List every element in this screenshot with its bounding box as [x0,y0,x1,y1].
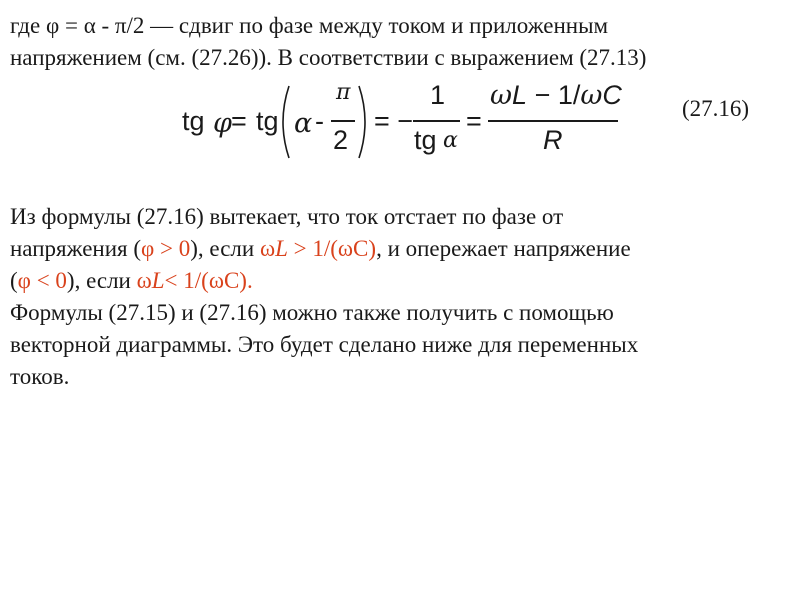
formula-pi: π [336,80,351,105]
conclusion-line-6: токов. [10,364,70,389]
equation-number: (27.16) [682,96,750,121]
text-fragment: ( [10,268,18,293]
text-fragment: напряжения ( [10,236,142,261]
symbol-L: L [151,268,165,293]
formula-equals-2: = [466,106,482,136]
fraction-bar-one [413,120,460,122]
symbol-R: R [543,125,563,155]
conclusion-paragraph [10,201,790,393]
symbol-C: C [602,80,622,110]
highlight-phi-negative: φ < 0 [17,268,67,293]
intro-line-2: напряжением (см. (27.26)). В соответствии с выражением (27.13) [10,45,647,70]
formula-phi: φ [213,108,232,139]
formula-tg-3: tg [414,125,437,155]
left-paren [276,84,292,160]
formula-numerator [490,82,622,109]
formula-two: 2 [333,125,349,155]
conclusion-line-1: Из формулы (27.16) вытекает, что ток отстает по фазе от [10,204,564,229]
intro-paragraph [10,10,790,74]
intro-line-1: где φ = α - π/2 — сдвиг по фазе между током и приложенным [10,13,609,38]
formula-equals-1: = [231,106,247,136]
formula-tg-1: tg [182,106,205,136]
text-fragment: , и опережает напряжение [376,236,631,261]
omega-symbol: ω [490,80,513,111]
conclusion-line-4: Формулы (27.15) и (27.16) можно также получить с помощью [10,300,614,325]
formula-one: 1 [430,80,446,110]
formula-alpha-2: α [443,128,458,153]
text-fragment: ), если [66,268,137,293]
symbol-L: L [275,236,288,261]
right-paren [356,84,372,160]
text-fragment: > 1/(ωC) [287,236,377,261]
highlight-condition-2 [137,268,253,293]
omega-symbol: ω [136,268,152,293]
formula-alpha-1: α [294,108,313,139]
omega-symbol: ω [580,80,603,111]
text-fragment: < 1/(ωC). [164,268,253,293]
symbol-L: L [512,80,528,110]
formula-tg-2: tg [256,106,279,136]
conclusion-line-5: векторной диаграммы. Это будет сделано ниже для переменных [10,332,639,357]
fraction-bar-pi [331,120,355,122]
text-fragment: ), если [190,236,260,261]
symbol-minus-one-over: − 1/ [527,80,581,110]
highlight-condition-1 [260,236,376,261]
formula-minus-1: - [315,106,324,136]
fraction-bar-main [488,120,618,122]
highlight-phi-positive: φ > 0 [141,236,191,261]
formula-27-16 [0,80,800,200]
omega-symbol: ω [259,236,276,261]
formula-equals-minus: = − [374,106,414,136]
